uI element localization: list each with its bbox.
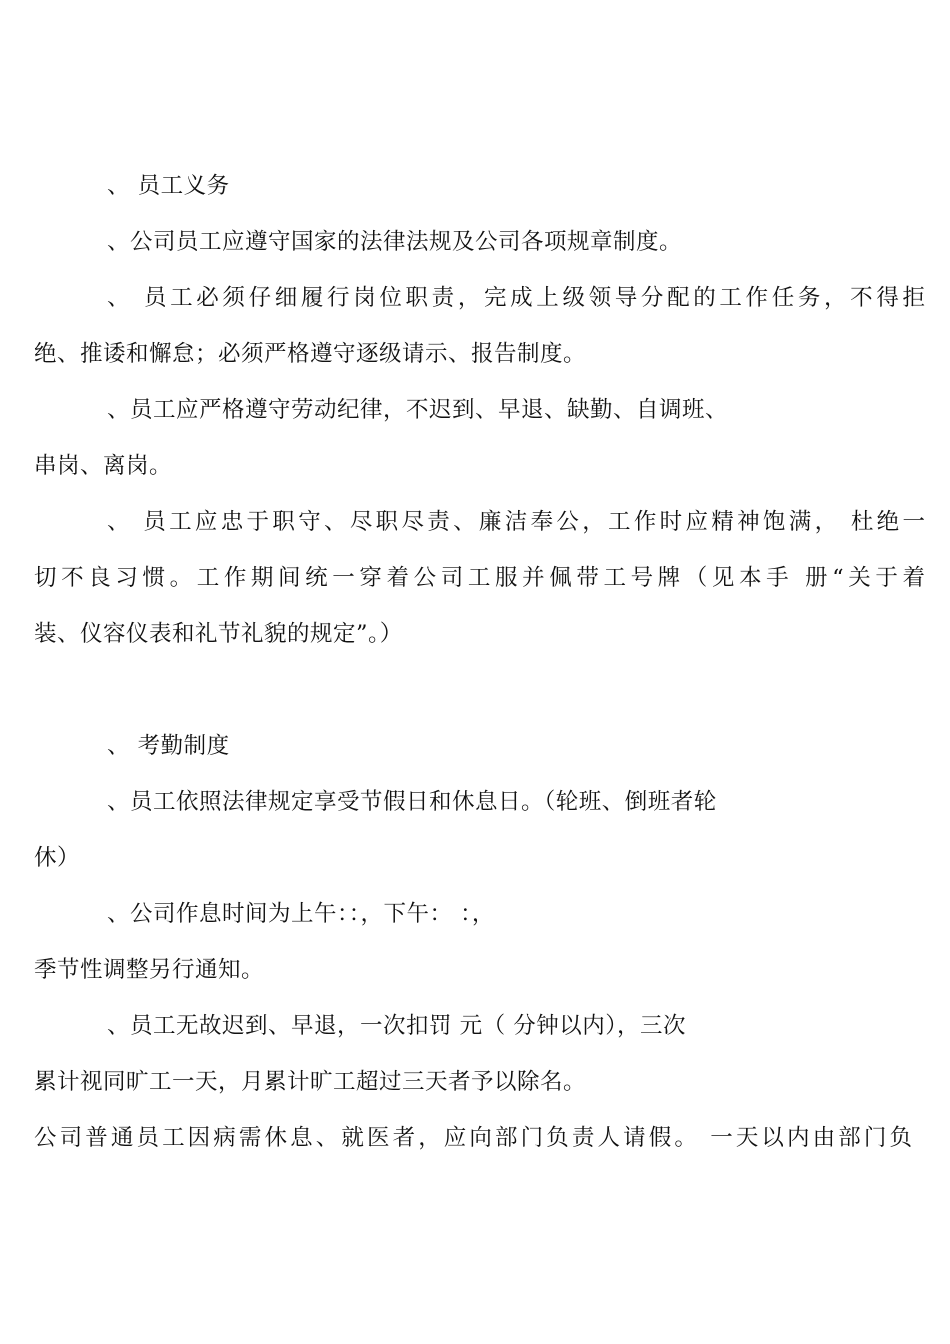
paragraph-line: 、公司作息时间为上午：：，下午： ：， bbox=[107, 901, 495, 927]
paragraph-line: 切不良习惯。工作期间统一穿着公司工服并佩带工号牌（见本手 册“关于着 bbox=[34, 565, 925, 591]
paragraph-line: 、员工应严格遵守劳动纪律，不迟到、早退、缺勤、自调班、 bbox=[107, 397, 729, 423]
section-heading-duties: 、 员工义务 bbox=[107, 173, 230, 199]
paragraph-line: 绝、推诿和懈怠；必须严格遵守逐级请示、报告制度。 bbox=[34, 341, 587, 367]
paragraph-line: 、 员工应忠于职守、尽职尽责、廉洁奉公，工作时应精神饱满， 杜绝一 bbox=[107, 509, 925, 535]
paragraph-line: 、员工无故迟到、早退，一次扣罚 元（ 分钟以内），三次 bbox=[107, 1013, 687, 1039]
paragraph-line: 休） bbox=[34, 845, 81, 871]
paragraph-line: 季节性调整另行通知。 bbox=[34, 957, 265, 983]
paragraph-line: 串岗、离岗。 bbox=[34, 453, 173, 479]
paragraph-line: 、 员工必须仔细履行岗位职责，完成上级领导分配的工作任务，不得拒 bbox=[107, 285, 925, 311]
paragraph-line: 公司普通员工因病需休息、就医者，应向部门负责人请假。 一天以内由部门负 bbox=[34, 1125, 912, 1151]
section-heading-attendance: 、 考勤制度 bbox=[107, 733, 230, 759]
paragraph-line: 装、仪容仪表和礼节礼貌的规定”。） bbox=[34, 621, 403, 647]
paragraph-line: 累计视同旷工一天，月累计旷工超过三天者予以除名。 bbox=[34, 1069, 587, 1095]
paragraph-line: 、员工依照法律规定享受节假日和休息日。（轮班、倒班者轮 bbox=[107, 789, 717, 815]
paragraph-line: 、公司员工应遵守国家的法律法规及公司各项规章制度。 bbox=[107, 229, 683, 255]
